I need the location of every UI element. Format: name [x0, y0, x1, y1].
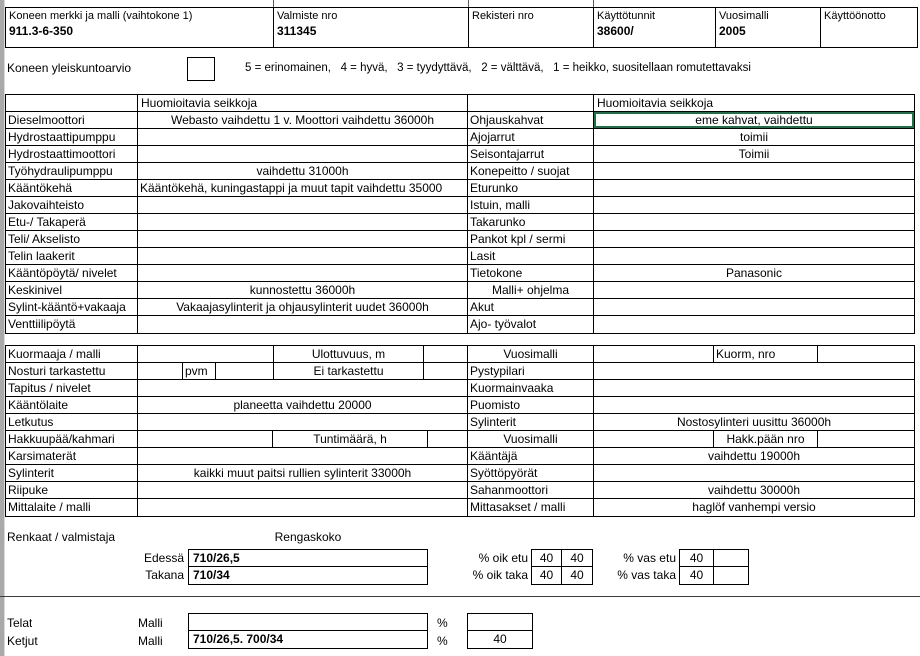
cell-value[interactable]: Kääntökehä, kuningastappi ja muut tapit vaihdettu 35000 [140, 181, 443, 195]
table-row [468, 431, 914, 448]
table-row [6, 180, 467, 197]
cell-value[interactable]: vaihdettu 30000h [707, 483, 801, 497]
cell-value[interactable]: Nostosylinteri uusittu 36000h [676, 415, 832, 429]
row-label: Lasit [468, 248, 594, 264]
table-row [468, 129, 914, 146]
row-label: Ajojarrut [468, 129, 594, 145]
table-row [6, 465, 467, 482]
machine-header [5, 7, 918, 48]
cell-value[interactable] [138, 482, 467, 498]
tire-front-row [189, 550, 427, 567]
row-label: Sahanmoottori [468, 482, 594, 498]
row-label: Vuosimalli [468, 431, 594, 447]
cell-value[interactable]: kunnostettu 36000h [249, 283, 356, 297]
tire-size-boxes [188, 549, 428, 585]
cell-value[interactable] [138, 499, 467, 516]
cell-value[interactable]: Panasonic [725, 266, 783, 280]
tire-rear-row [189, 567, 427, 584]
selected-cell[interactable]: eme kahvat, vaihdettu [594, 112, 914, 128]
grid-stub [593, 0, 594, 7]
cell-value[interactable]: Webasto vaihdettu 1 v. Moottori vaihdettu 36000h [170, 113, 435, 127]
row-label: Kääntöpöytä/ nivelet [6, 265, 138, 281]
tracks-model-label: Malli [138, 616, 163, 630]
row-label: Etu-/ Takaperä [6, 214, 138, 230]
track-pct-boxes [467, 613, 533, 649]
year-label: Vuosimalli [719, 10, 769, 22]
row-label: Letkutus [6, 414, 138, 430]
row-label: Konepeitto / suojat [468, 163, 594, 179]
row-label: Seisontajarrut [468, 146, 594, 162]
table-row [468, 248, 914, 265]
pct-left-front-label: % vas etu [623, 551, 676, 565]
chains-model-label: Malli [138, 634, 163, 648]
cell-value[interactable] [594, 316, 914, 333]
pct-field[interactable]: 40 [532, 567, 562, 584]
cell-value[interactable] [594, 380, 914, 396]
cell-value[interactable] [138, 214, 467, 230]
header-cell-register [469, 8, 594, 47]
row-label: Mittalaite / malli [6, 499, 138, 516]
cell-value[interactable]: pvm [183, 363, 216, 379]
header-spacer [6, 95, 138, 111]
table-row [468, 482, 914, 499]
table-row [6, 112, 467, 129]
row-label: Hydrostaattimoottori [6, 146, 138, 162]
row-label: Kääntölaite [6, 397, 138, 413]
row-label: Istuin, malli [468, 197, 594, 213]
row-label: Hakkuupää/kahmari [6, 431, 138, 447]
table-row [468, 163, 914, 180]
table-row [6, 248, 467, 265]
row-label: Nosturi tarkastettu [6, 363, 138, 379]
chains-model-field[interactable]: 710/26,5. 700/34 [193, 632, 284, 646]
cell-value[interactable]: Tuntimäärä, h [273, 431, 428, 447]
cell-value[interactable] [138, 248, 467, 264]
chains-pct-label: % [437, 634, 448, 648]
cell-value[interactable] [424, 363, 467, 379]
cell-value[interactable]: planeetta vaihdettu 20000 [233, 398, 372, 412]
table-row [468, 397, 914, 414]
cell-value[interactable] [594, 197, 914, 213]
row-label: Hydrostaattipumppu [6, 129, 138, 145]
condition-rating-box[interactable] [187, 57, 215, 81]
chains-row [189, 631, 427, 648]
row-label: Mittasakset / malli [468, 499, 594, 516]
header-cell-hours [594, 8, 716, 47]
year-value[interactable]: 2005 [719, 24, 746, 38]
table-header-row [468, 95, 914, 112]
table-row [6, 214, 467, 231]
column-header: Huomioitavia seikkoja [141, 96, 258, 110]
pct-left-rear-label: % vas taka [617, 568, 676, 582]
row-label: Dieselmoottori [6, 112, 138, 128]
cell-value[interactable] [594, 214, 914, 230]
pct-left-front-row [680, 550, 748, 567]
pct-field[interactable]: 40 [680, 567, 714, 584]
cell-value[interactable] [138, 231, 467, 247]
table-row [468, 180, 914, 197]
register-label: Rekisteri nro [472, 10, 534, 22]
row-label: Venttiilipöytä [6, 316, 138, 333]
table-row [6, 282, 467, 299]
condition-label: Koneen yleiskuntoarvio [7, 61, 132, 75]
row-label: Vuosimalli [468, 346, 594, 362]
cell-value[interactable] [594, 248, 914, 264]
table-row [468, 448, 914, 465]
cell-value[interactable] [138, 380, 467, 396]
row-label: Akut [468, 299, 594, 315]
cell-value[interactable] [594, 180, 914, 196]
cell-value[interactable] [594, 465, 914, 481]
pct-field[interactable] [714, 567, 748, 584]
pct-field[interactable]: 40 [532, 550, 562, 566]
header-cell-commissioning [821, 8, 917, 47]
cell-value[interactable] [594, 282, 914, 298]
row-label: Telin laakerit [6, 248, 138, 264]
row-label: Eturunko [468, 180, 594, 196]
right-table-bottom [467, 345, 915, 517]
pct-right-rear-label: % oik taka [472, 568, 528, 582]
tire-front-label: Edessä [143, 551, 184, 565]
cell-value[interactable]: Hakk.pään nro [714, 431, 818, 447]
table-row [6, 316, 467, 333]
row-label: Pystypilari [468, 363, 594, 379]
table-row [6, 363, 467, 380]
cell-value[interactable]: Ei tarkastettu [274, 363, 424, 379]
table-row [6, 380, 467, 397]
row-label: Ajo- työvalot [468, 316, 594, 333]
row-label: Puomisto [468, 397, 594, 413]
grid-stub [468, 0, 469, 7]
table-row [6, 414, 467, 431]
tracks-pct-row [468, 614, 532, 631]
tracks-pct-label: % [437, 616, 448, 630]
row-label: Sylinterit [6, 465, 138, 481]
tire-rear-size-field[interactable]: 710/34 [193, 568, 230, 582]
table-row [6, 231, 467, 248]
row-label: Kuormainvaaka [468, 380, 594, 396]
table-row [468, 299, 914, 316]
cell-value[interactable]: vaihdettu 31000h [256, 164, 349, 178]
serial-value[interactable]: 311345 [277, 24, 317, 38]
table-row [468, 499, 914, 516]
table-row [468, 380, 914, 397]
cell-value[interactable] [594, 231, 914, 247]
cell-value[interactable]: Ulottuvuus, m [274, 346, 424, 362]
row-label: Tapitus / nivelet [6, 380, 138, 396]
pct-left-rear-row [680, 567, 748, 584]
row-label: Tietokone [468, 265, 594, 281]
cell-value[interactable] [138, 197, 467, 213]
pct-right-front-label: % oik etu [478, 551, 528, 565]
table-row [468, 363, 914, 380]
commissioning-label: Käyttöönotto [824, 10, 886, 22]
cell-value[interactable] [818, 346, 914, 362]
row-label: Malli+ ohjelma [468, 282, 594, 298]
row-label: Takarunko [468, 214, 594, 230]
left-table-bottom [5, 345, 468, 517]
cell-value[interactable] [428, 431, 467, 447]
row-label: Syöttöpyörät [468, 465, 594, 481]
table-row [468, 465, 914, 482]
cell-value[interactable] [424, 346, 467, 362]
table-row [6, 146, 467, 163]
cell-value[interactable] [138, 448, 467, 464]
pct-left-boxes [679, 549, 749, 585]
grid-stub [273, 0, 274, 7]
section-divider [0, 596, 920, 597]
cell-value[interactable] [594, 397, 914, 413]
right-table-top [467, 94, 915, 334]
table-row [6, 499, 467, 516]
cell-value[interactable] [216, 363, 274, 379]
serial-label: Valmiste nro [277, 10, 338, 22]
left-table-top [5, 94, 468, 334]
row-label: Kääntökehä [6, 180, 138, 196]
cell-value[interactable]: kaikki muut paitsi rullien sylinterit 33000h [193, 466, 412, 480]
row-label: Riipuke [6, 482, 138, 498]
header-cell-model [6, 8, 274, 47]
table-row [468, 214, 914, 231]
header-spacer [468, 95, 594, 111]
cell-value[interactable] [818, 431, 914, 447]
row-label: Teli/ Akselisto [6, 231, 138, 247]
table-row [468, 197, 914, 214]
table-row [6, 197, 467, 214]
table-row [468, 265, 914, 282]
pct-field[interactable] [714, 550, 748, 566]
chains-pct-field[interactable]: 40 [493, 632, 507, 646]
column-header: Huomioitavia seikkoja [597, 96, 714, 110]
pct-field[interactable]: 40 [680, 550, 714, 566]
cell-value[interactable]: Toimii [738, 147, 770, 161]
table-row [6, 129, 467, 146]
cell-value[interactable]: vaihdettu 19000h [707, 449, 801, 463]
table-row [6, 431, 467, 448]
table-row [6, 397, 467, 414]
tire-rear-label: Takana [145, 568, 184, 582]
chains-pct-row [468, 631, 532, 648]
cell-value[interactable] [594, 163, 914, 179]
table-header-row [6, 95, 467, 112]
table-row [6, 346, 467, 363]
cell-value[interactable] [594, 431, 714, 447]
chains-label: Ketjut [7, 634, 38, 648]
table-row [468, 231, 914, 248]
table-row [468, 282, 914, 299]
cell-value[interactable] [138, 346, 274, 362]
tracks-pct-field[interactable] [468, 614, 532, 630]
tracks-row [189, 614, 427, 631]
cell-value[interactable]: toimii [739, 130, 768, 144]
table-row [6, 448, 467, 465]
table-row [468, 316, 914, 333]
table-row [6, 299, 467, 316]
row-label: Kuormaaja / malli [6, 346, 138, 362]
table-row [6, 265, 467, 282]
row-label: Keskinivel [6, 282, 138, 298]
cell-value[interactable]: Vakaajasylinterit ja ohjausylinterit uudet 36000h [176, 300, 429, 314]
track-model-boxes [188, 613, 428, 649]
cell-value[interactable]: haglöf vanhempi versio [692, 500, 816, 514]
cell-value[interactable] [138, 363, 183, 379]
hours-label: Käyttötunnit [597, 10, 656, 22]
cell-value[interactable] [594, 363, 914, 379]
model-value[interactable]: 911.3-6-350 [9, 24, 74, 38]
tire-size-header: Rengaskoko [274, 530, 342, 544]
cell-value[interactable] [138, 265, 467, 281]
cell-value[interactable] [138, 146, 467, 162]
register-value[interactable] [472, 24, 590, 38]
row-label: Jakovaihteisto [6, 197, 138, 213]
row-label: Työhydraulipumppu [6, 163, 138, 179]
tires-section-label: Renkaat / valmistaja [7, 530, 116, 544]
table-row [6, 482, 467, 499]
cell-value[interactable] [594, 346, 714, 362]
header-cell-year [716, 8, 821, 47]
header-cell-serial [274, 8, 469, 47]
commissioning-value[interactable] [824, 24, 914, 38]
table-row [468, 146, 914, 163]
tire-front-size-field[interactable]: 710/26,5 [193, 551, 240, 565]
table-row [468, 112, 914, 129]
table-row [468, 414, 914, 431]
tracks-model-field[interactable] [189, 614, 427, 630]
cell-value[interactable] [594, 299, 914, 315]
table-row [6, 163, 467, 180]
row-label: Pankot kpl / sermi [468, 231, 594, 247]
tracks-label: Telat [7, 616, 33, 630]
cell-value[interactable] [138, 414, 467, 430]
row-label: Sylint-kääntö+vakaaja [6, 299, 138, 315]
hours-value[interactable]: 38600/ [597, 24, 634, 38]
row-label: Sylinterit [468, 414, 594, 430]
cell-value[interactable] [138, 316, 467, 333]
cell-value[interactable] [138, 431, 273, 447]
row-label: Ohjauskahvat [468, 112, 594, 128]
model-label: Koneen merkki ja malli (vaihtokone 1) [9, 10, 193, 22]
table-row [468, 346, 914, 363]
condition-scale-text: 5 = erinomainen, 4 = hyvä, 3 = tyydyttävä, 2 = välttävä, 1 = heikko, suositellaan romutettavaksi [245, 62, 751, 74]
pct-field[interactable]: 40 [570, 551, 584, 565]
cell-value[interactable]: Kuorm, nro [714, 346, 818, 362]
pct-field[interactable]: 40 [570, 568, 584, 582]
cell-value[interactable] [138, 129, 467, 145]
row-label: Kääntäjä [468, 448, 594, 464]
row-label: Karsimaterät [6, 448, 138, 464]
